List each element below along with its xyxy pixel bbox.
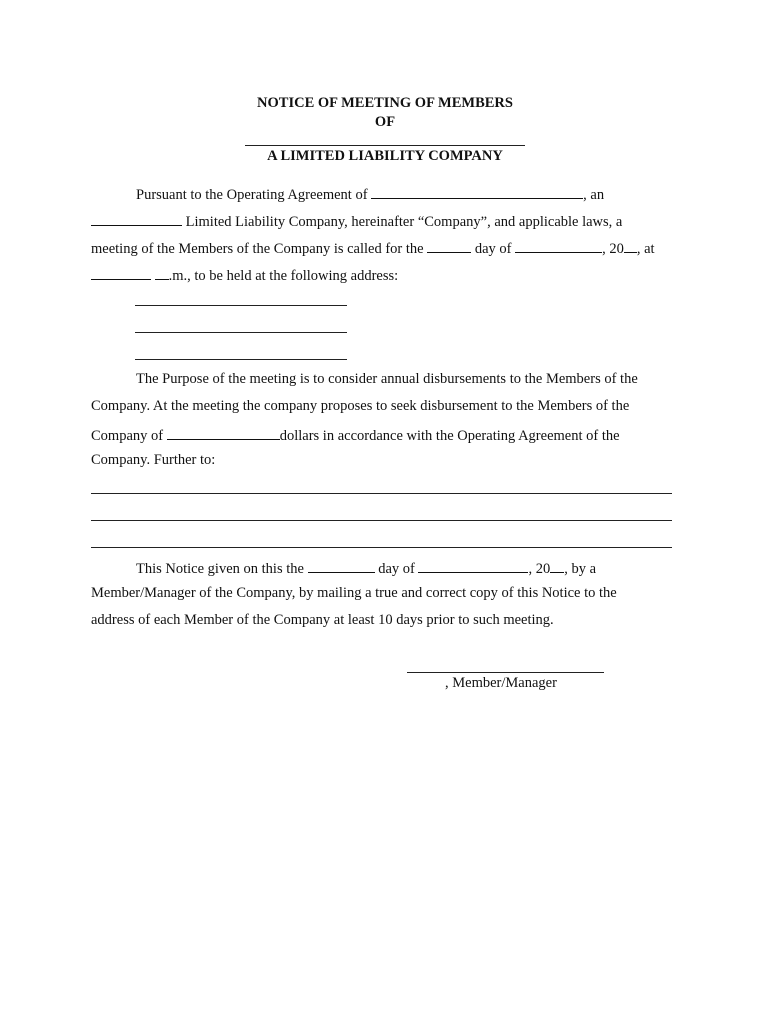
signature-line[interactable] [407, 672, 604, 673]
further-line-3[interactable] [91, 547, 672, 548]
state-blank[interactable] [91, 211, 182, 226]
para3-line1: This Notice given on this the day of , 20 , by a [136, 558, 596, 578]
operating-agreement-blank[interactable] [371, 184, 583, 199]
meridiem-blank[interactable] [155, 265, 169, 280]
meeting-time-blank[interactable] [91, 265, 151, 280]
address-line-1[interactable] [135, 305, 347, 306]
company-name-blank[interactable] [245, 145, 525, 146]
para1-line1: Pursuant to the Operating Agreement of , an [136, 184, 604, 204]
para3-line3: address of each Member of the Company at least 10 days prior to such meeting. [91, 612, 554, 628]
para2-line1: The Purpose of the meeting is to consider annual disbursements to the Members of the [136, 371, 638, 387]
para2-line4: Company. Further to: [91, 452, 216, 468]
para1-line3: meeting of the Members of the Company is called for the day of , 20 , at [91, 238, 655, 258]
para1-line4: .m., to be held at the following address: [91, 265, 398, 285]
dollar-amount-blank[interactable] [167, 425, 280, 440]
para1-line2: Limited Liability Company, hereinafter “Company”, and applicable laws, a [91, 211, 622, 231]
para2-line2: Company. At the meeting the company proposes to seek disbursement to the Members of the [91, 398, 630, 414]
signature-label: , Member/Manager [445, 675, 557, 691]
title-of: OF [374, 114, 396, 130]
address-line-3[interactable] [135, 359, 347, 360]
notice-day-blank[interactable] [308, 558, 375, 573]
document-title: NOTICE OF MEETING OF MEMBERS [257, 95, 513, 111]
further-line-2[interactable] [91, 520, 672, 521]
notice-year-blank[interactable] [550, 558, 564, 573]
company-type-title: A LIMITED LIABILITY COMPANY [267, 148, 503, 164]
meeting-year-blank[interactable] [624, 238, 637, 253]
further-line-1[interactable] [91, 493, 672, 494]
para2-line3: Company of dollars in accordance with the Operating Agreement of the [91, 425, 620, 445]
para3-line2: Member/Manager of the Company, by mailing a true and correct copy of this Notice to the [91, 585, 617, 601]
meeting-month-blank[interactable] [515, 238, 602, 253]
notice-month-blank[interactable] [418, 558, 528, 573]
address-line-2[interactable] [135, 332, 347, 333]
meeting-day-blank[interactable] [427, 238, 471, 253]
